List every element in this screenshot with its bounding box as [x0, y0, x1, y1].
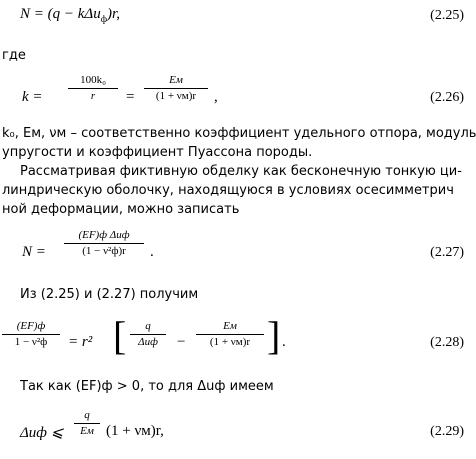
eq-2-28-b-fraction — [196, 320, 264, 349]
fraction-bar — [130, 334, 166, 335]
fraction-bar — [2, 334, 60, 335]
eq-2-26-f1-num: 100k₀ — [80, 74, 106, 86]
fraction-bar — [68, 88, 118, 89]
eq-2-29-den: Eм — [80, 425, 94, 437]
paragraph-2-line-1: Рассматривая фиктивную обделку как бесконечную тонкую ци- — [20, 164, 462, 179]
eq-2-26-equals: = — [126, 89, 135, 105]
eq-2-29-fraction — [74, 409, 100, 438]
eq-2-25-sub: ф — [100, 14, 108, 25]
eq-number-2-25: (2.25) — [430, 8, 464, 23]
right-bracket: ] — [267, 313, 281, 358]
eq-2-28-l-num: (EF)ф — [16, 320, 46, 332]
eq-2-28-minus: − — [177, 334, 186, 350]
eq-2-28-left-fraction — [2, 320, 60, 349]
fraction-bar — [196, 334, 264, 335]
eq-number-2-27: (2.27) — [430, 245, 464, 260]
eq-2-28-a-den: Δuф — [138, 336, 158, 348]
eq-number-2-26: (2.26) — [430, 90, 464, 105]
fraction-bar — [144, 88, 208, 89]
paragraph-3: Из (2.25) и (2.27) получим — [20, 287, 199, 302]
eq-2-28-a-fraction — [130, 320, 166, 349]
eq-2-26-lhs: k = — [22, 89, 43, 105]
eq-2-28-l-den: 1 − ν²ф — [14, 336, 48, 348]
eq-2-25-expr: N = (q − kΔu — [20, 6, 101, 22]
eq-2-28-b-num: Eм — [223, 320, 237, 332]
eq-2-29-tail: (1 + νм)r, — [106, 423, 164, 439]
eq-2-28-dot: . — [282, 334, 286, 350]
eq-2-28-equals-r2: = r² — [68, 334, 93, 350]
eq-2-27-fraction — [64, 229, 144, 258]
eq-2-28-b-den: (1 + νм)r — [209, 336, 251, 348]
paragraph-4: Так как (EF)ф > 0, то для Δuф имеем — [20, 379, 274, 394]
fraction-bar — [74, 423, 100, 424]
eq-2-27-den: (1 − ν²ф)r — [82, 245, 126, 257]
eq-2-26-f2-den: (1 + νм)r — [155, 90, 197, 102]
eq-2-26-fraction-2 — [144, 74, 208, 103]
where-word: где — [2, 48, 26, 63]
eq-number-2-28: (2.28) — [430, 335, 464, 350]
fraction-bar — [64, 243, 144, 244]
eq-2-25-tail: )r, — [107, 6, 120, 22]
eq-2-29-lhs: Δuф ⩽ — [20, 425, 64, 441]
eq-2-27-dot: . — [150, 244, 154, 260]
eq-2-26-comma: , — [214, 89, 218, 105]
eq-2-27-num: (EF)ф Δuф — [78, 229, 130, 241]
eq-2-28-a-num: q — [145, 320, 151, 332]
paragraph-2-line-3: ной деформации, можно записать — [2, 202, 240, 217]
eq-2-27-lhs: N = — [22, 244, 46, 260]
paragraph-2-line-2: линдрическую оболочку, находящуюся в условиях осесимметрич — [2, 183, 454, 198]
eq-number-2-29: (2.29) — [430, 424, 464, 439]
eq-2-29-num: q — [84, 409, 90, 421]
left-bracket: [ — [113, 313, 127, 358]
paragraph-1-line-2: упругости и коэффициент Пуассона породы. — [2, 145, 313, 160]
equation-2-25 — [20, 6, 120, 25]
paragraph-1-line-1: k₀, Eм, νм – соответственно коэффициент удельного отпора, модуль — [2, 126, 476, 141]
eq-2-26-fraction-1 — [68, 74, 118, 103]
eq-2-26-f2-num: Eм — [169, 74, 183, 86]
eq-2-26-f1-den: r — [90, 90, 96, 102]
